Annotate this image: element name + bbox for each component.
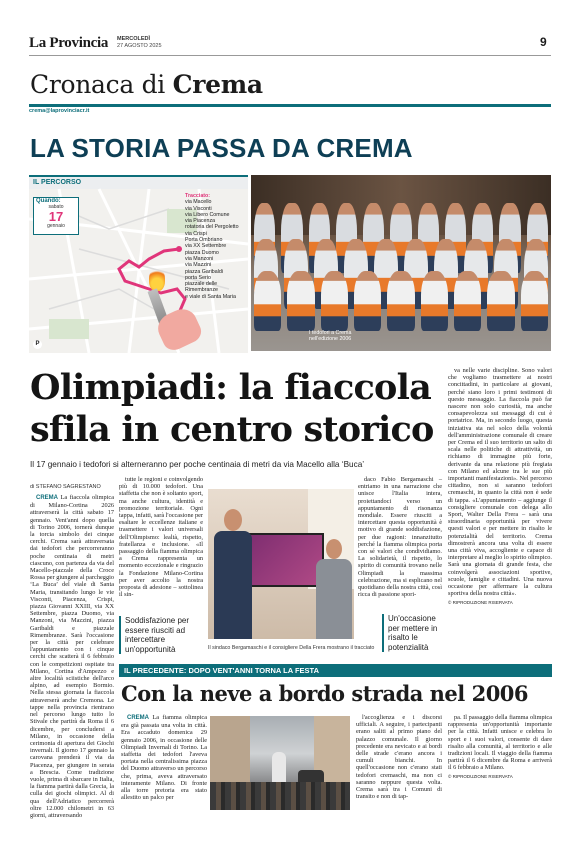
photo-person xyxy=(321,271,348,331)
box-col4 xyxy=(448,714,552,814)
pull-quote-2-text: Un'occasione per mettere in risalto le potenzialità xyxy=(388,614,438,652)
route-list xyxy=(185,199,251,300)
route-item: piazza Duomo xyxy=(185,249,219,256)
photo2-man-right xyxy=(316,539,352,639)
section-rule xyxy=(29,104,551,107)
photo-2006-street xyxy=(210,716,350,810)
date-num: 17 xyxy=(48,209,64,224)
route-item: via Manzoni xyxy=(185,255,214,262)
pull-quote-1 xyxy=(119,616,205,654)
box-col3 xyxy=(356,714,442,810)
route-box xyxy=(185,193,251,313)
route-item: piazza Garibaldi xyxy=(185,268,223,275)
photo-person xyxy=(487,271,514,331)
box-col3-text: l'accoglienza e i discorsi ufficiali. A seguire, i partecipanti erano saliti al primo piano del palazzo comunale. Il giorno precedente era nevicato e ai bordi delle strade c'erano ancora i cumuli bianchi. In quell'occasione non c'erano stati tedofori cremaschi, ma non ci saranno neppure questa volta. Crema sarà tra i Comuni di transito e non di tap- xyxy=(356,714,442,801)
photo-person xyxy=(354,271,381,331)
date-badge xyxy=(33,197,79,235)
article-col3 xyxy=(358,476,442,610)
headline-line2: sfila in centro storico xyxy=(30,409,434,450)
box-kicker: IL PRECEDENTE: DOPO VENT'ANNI TORNA LA FESTA xyxy=(124,666,319,675)
pull-quote-2 xyxy=(382,614,444,652)
date-month: gennaio xyxy=(47,223,65,229)
box-kw: CREMA xyxy=(127,715,149,721)
box-headline: Con la neve a bordo strada nel 2006 xyxy=(121,681,529,706)
box-col1-text: La fiamma olimpica era già passata una volta in città. Era accaduto domenica 29 gennaio 2006, in occasione delle Olimpiadi Invernali di Torino. La staffetta dei tedofori l'aveva portata nella centralissima piazza del Duomo attraverso un percorso che, prima, aveva attraversato interamente Milano. Di fronte alla torre pretoria era stato allestito un palco per xyxy=(121,714,208,802)
section-title-a: Cronaca di xyxy=(30,70,173,99)
route-item: via Macello xyxy=(185,199,212,206)
map-credit: P xyxy=(33,340,42,349)
article-col1-text: La fiaccola olimpica di Milano-Cortina 2026 attraverserà la città sabato 17 gennaio. Vent'anni dopo quella di Torino 2006, tornerà dunque la torcia simbolo dei cinque cerchi. Crema sarà attraversata dai tedofori che percorreranno poche centinaia di metri ciascuno, con partenza da via del Macello-piazzale della Croce Rossa per giungere al parcheggio ‘La Buca’ del viale di Santa Maria, transitando lungo le vie Visconti, Piacenza, Crispi, piazza Giovanni XXIII, via XX Settembre, piazza Duomo, via Manzoni, via Mazzini, piazza Garibaldi e piazzale Rimembranze. Sarà l'occasione per la città per celebrare l'appuntamento con i cinque cerchi che scatterà il 6 febbraio con le competizioni ospitate tra Milano, Cortina d'Ampezzo e altre località sciistiche dell'arco alpino, ad esempio Bormio. Nella stessa giornata la fiaccola attraverserà anche Cremona. Le tappe nella provincia rientrano nel percorso lungo tutto lo Stivale che partirà da Roma il 6 dicembre, per concludersi a Milano, in occasione della cerimonia di apertura dei Giochi invernali. Il giorno 17 gennaio la carovana prenderà il via da Piacenza, per giungere in serata a Brescia. Come tradizione vuole, prima di sbarcare in Italia, la fiamma partirà dalla Grecia, la culla dei giochi olimpici. Al di qua dell'Adriatico percorrerà oltre 12.000 chilometri in 63 giorni, attraversando xyxy=(30,494,114,819)
date-day: sabato xyxy=(48,204,64,210)
photo-person xyxy=(421,271,448,331)
route-item: via Mazzini xyxy=(185,262,212,269)
route-item: porta Serio xyxy=(185,274,211,281)
section-email[interactable]: crema@laprovinciacr.it xyxy=(29,108,90,114)
photo-tedofori-2006 xyxy=(251,175,551,351)
route-item: rotatoria del Pergoletto xyxy=(185,224,239,231)
route-item: via Piacenza xyxy=(185,218,216,225)
route-title: Tracciato: xyxy=(185,193,211,199)
photo3-building-left xyxy=(210,716,250,786)
byline: di STEFANO SAGRESTANO xyxy=(30,484,101,490)
header-rule xyxy=(29,55,551,56)
article-col3-text: daco Fabio Bergamaschi – entriamo in una narrazione che unisce l'Italia intera, proiettandoci verso un appuntamento di risonanza mondiale. Essere riusciti a intercettare questa opportunità è motivo di grande soddisfazione, per due ragioni: innanzitutto perché la fiamma olimpica porta con sé valori che condividiamo. La solidarietà, il rispetto, lo spirito di comunità trovano nelle Olimpiadi la massima celebrazione, ma si esplicano nel quotidiano della nostra città, così ricca di passione spori- xyxy=(358,476,442,599)
pull-quote-1-text: Soddisfazione per essere riusciti ad intercettare un'opportunità xyxy=(125,616,190,654)
section-title xyxy=(30,71,263,99)
page-number: 9 xyxy=(540,35,547,49)
subheadline: Il 17 gennaio i tedofori si alterneranno per poche centinaia di metri da via Macello alla ‘Buca’ xyxy=(30,460,365,469)
header-date: 27 AGOSTO 2025 xyxy=(117,43,162,49)
article-col2 xyxy=(119,476,203,614)
route-item: via Visconti xyxy=(185,205,212,212)
photo-person xyxy=(254,271,281,331)
article-kw: CREMA xyxy=(36,495,58,501)
photo2-caption: Il sindaco Bergamaschi e il consigliere Della Frera mostrano il tracciato xyxy=(208,645,375,651)
box-col4-text: pa. Il passaggio della fiamma olimpica rappresenta un'opportunità importante per la città. Infatti unisce e celebra lo sport e i suoi valori, consente di dare risalto alla comunità, al territorio e alle tradizioni locali. Il viaggio della fiamma partirà il 6 dicembre da Roma e arriverà il 6 febbraio a Milano. xyxy=(448,714,552,772)
box-kicker-bar xyxy=(119,664,552,677)
photo-person xyxy=(521,271,548,331)
route-item: via XX Settembre xyxy=(185,243,227,250)
box-col1 xyxy=(121,714,207,810)
date-quando: Quando: xyxy=(36,198,61,204)
flame-icon xyxy=(149,267,165,291)
photo2-man-left xyxy=(214,509,252,639)
article-col4 xyxy=(448,367,552,661)
photo3-crowd xyxy=(210,782,350,810)
map-label: IL PERCORSO xyxy=(33,179,82,186)
route-item: Porta Ombriano xyxy=(185,237,223,244)
route-item: via Libero Comune xyxy=(185,211,230,218)
header-day: MERCOLEDÌ xyxy=(117,36,150,42)
article-signature: © RIPRODUZIONE RISERVATA xyxy=(448,599,513,605)
photo1-caption-a: I tedofori a Crema xyxy=(309,330,352,336)
photo1-caption-b: nell'edizione 2006 xyxy=(309,336,352,342)
route-item: via Crispi xyxy=(185,230,207,237)
photo-sindaco xyxy=(208,489,354,639)
headline-line1: Olimpiadi: la fiaccola xyxy=(30,367,431,408)
route-item: piazzale delle Rimembranze xyxy=(185,281,218,294)
article-col4-text: va nelle varie discipline. Sono valori che vogliamo trasmettere ai nostri concittadini, in particolare ai giovani, perché siano loro i primi testimoni di questo messaggio. La fiaccola può far nascere non solo curiosità, ma anche consapevolezza sui messaggi di cui è portatrice. Ma, in secondo luogo, questa iniziativa sta nel solco della volontà dell'amministrazione comunale di creare per Crema ed il suo territorio un salto di scala nelle politiche di attrattività, un richiamo di immagine più forte, derivante da una relazione più fregiata con Milano ed alcune tra le sue più importanti manifestazioni». Nel percorso cittadino, non si saranno tedofori cremaschi, in quanto la città non è sede di tappa. «L'appuntamento – aggiunge il consigliere comunale con delega allo Sport, Walter Della Frera – sarà una straordinaria opportunità per vivere questi valori e per mettere in risalto le potenzialità del territorio. Crema dimostrerà ancora una volta di essere una città viva, accogliente e capace di interpretare al meglio lo spirito olimpico. Sarà una giornata di grande festa, che coinvolgerà associazioni sportive, scuole, famiglie e cittadini. Una nuova occasione per affermare la cultura sportiva della nostra città». xyxy=(448,367,552,598)
box-signature: © RIPRODUZIONE RISERVATA xyxy=(448,773,513,779)
masthead: La Provincia xyxy=(29,35,109,51)
photo2-screen xyxy=(240,533,324,587)
map-box xyxy=(29,175,248,351)
banner-title: LA STORIA PASSA DA CREMA xyxy=(30,133,413,163)
main-headline xyxy=(30,367,440,451)
photo1-caption xyxy=(309,330,351,342)
photo-person xyxy=(454,271,481,331)
photo-person xyxy=(287,271,314,331)
article-col1 xyxy=(30,494,114,819)
route-item: e viale di Santa Maria xyxy=(185,293,236,300)
section-title-b: Crema xyxy=(172,70,263,99)
article-col2-text: tutte le regioni e coinvolgendo più di 10.000 tedofori. Una staffetta che non è soltanto sport, ma anche cultura, identità e promozione territoriale. Ogni tappa, infatti, sarà l'occasione per esaltare le eccellenze italiane e trasmettere i valori universali dell'Olimpismo: lealtà, rispetto, fratellanza e inclusione. «Il passaggio della fiamma olimpica a Crema rappresenta un momento eccezionale e ringrazio la Fondazione Milano-Cortina per aver accolto la nostra proposta di adesione – sottolinea il sin- xyxy=(119,476,204,599)
photo-person xyxy=(387,271,414,331)
